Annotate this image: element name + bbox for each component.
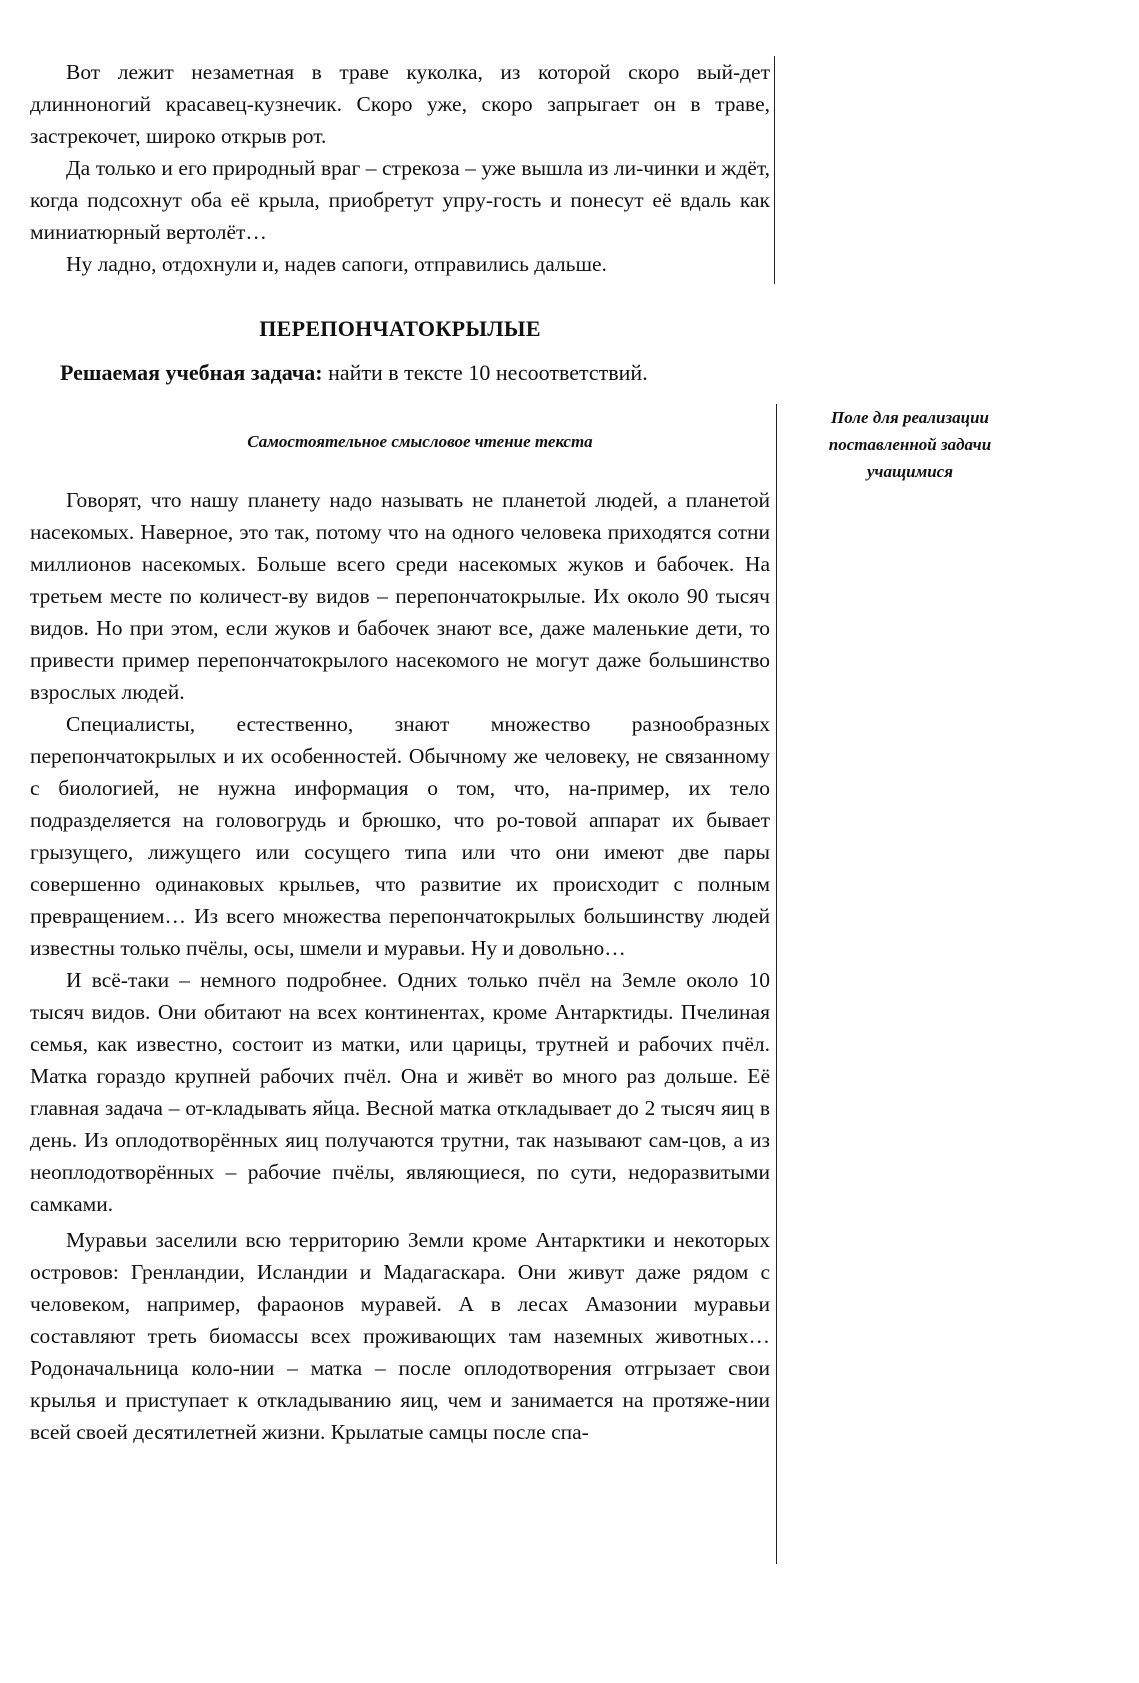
intro-text-block [30, 56, 770, 280]
paragraph: Ну ладно, отдохнули и, надев сапоги, отправились дальше. [66, 252, 607, 276]
paragraph: Говорят, что нашу планету надо называть не планетой людей, а планетой насекомых. Наверное, это так, потому что на одного человека приходятся сотни миллионов насекомых. Больше всего среди насекомых жуков и бабочек. На третьем месте по количест-ву видов – перепончатокрылые. Их около 90 тысяч видов. Но при этом, если жуков и бабочек знают все, даже маленькие дети, то привести пример перепончатокрылого насекомого не могут даже большинство взрослых людей. [30, 488, 770, 704]
main-text-block [30, 484, 770, 1448]
paragraph: Да только и его природный враг – стрекоза – уже вышла из ли-чинки и ждёт, когда подсохнут оба её крыла, приобретут упру-гость и понесут её вдаль как миниатюрный вертолёт… [30, 156, 770, 244]
margin-note [800, 404, 1020, 485]
task-statement [60, 360, 648, 386]
reading-subheading: Самостоятельное смысловое чтение текста [247, 432, 593, 451]
column-divider [774, 56, 775, 284]
margin-note-line: Поле для реализации [831, 408, 989, 427]
paragraph: Вот лежит незаметная в траве куколка, из которой скоро вый-дет длинноногий красавец-кузнечик. Скоро уже, скоро запрыгает он в траве, застрекочет, широко открыв рот. [30, 60, 770, 148]
section-title: ПЕРЕПОНЧАТОКРЫЛЫЕ [259, 316, 541, 341]
paragraph: И всё-таки – немного подробнее. Одних только пчёл на Земле около 10 тысяч видов. Они обитают на всех континентах, кроме Антарктиды. Пчелиная семья, как известно, состоит из матки, или царицы, трутней и рабочих пчёл. Матка гораздо крупней рабочих пчёл. Она и живёт во много раз дольше. Её главная задача – от-кладывать яйца. Весной матка откладывает до 2 тысяч яиц в день. Из оплодотворённых яиц получаются трутни, так называют сам-цов, а из неоплодотворённых – рабочие пчёлы, являющиеся, по сути, недоразвитыми самками. [30, 968, 770, 1216]
paragraph: Специалисты, естественно, знают множество разнообразных перепончатокрылых и их особенностей. Обычному же человеку, не связанному с биологией, не нужна информация о том, что, на-пример, их тело подразделяется на головогрудь и брюшко, что ро-товой аппарат их бывает грызущего, лижущего или сосущего типа или что они имеют две пары совершенно одинаковых крыльев, что развитие их происходит с полным превращением… Из всего множества перепончатокрылых большинству людей известны только пчёлы, осы, шмели и муравьи. Ну и довольно… [30, 712, 770, 960]
margin-note-line: поставленной задачи [828, 435, 992, 454]
column-divider [776, 404, 777, 1564]
margin-note-line: учащимися [867, 462, 953, 481]
paragraph: Муравьи заселили всю территорию Земли кроме Антарктики и некоторых островов: Гренландии, Исландии и Мадагаскара. Они живут даже рядом с человеком, например, фараонов муравей. А в лесах Амазонии муравьи составляют треть биомассы всех проживающих там наземных животных… Родоначальница коло-нии – матка – после оплодотворения отгрызает свои крылья и приступает к откладыванию яиц, чем и занимается на протяже-нии всей своей десятилетней жизни. Крылатые самцы после спа- [30, 1228, 770, 1444]
task-text: найти в тексте 10 несоответствий. [322, 360, 648, 385]
task-label: Решаемая учебная задача: [60, 360, 323, 385]
